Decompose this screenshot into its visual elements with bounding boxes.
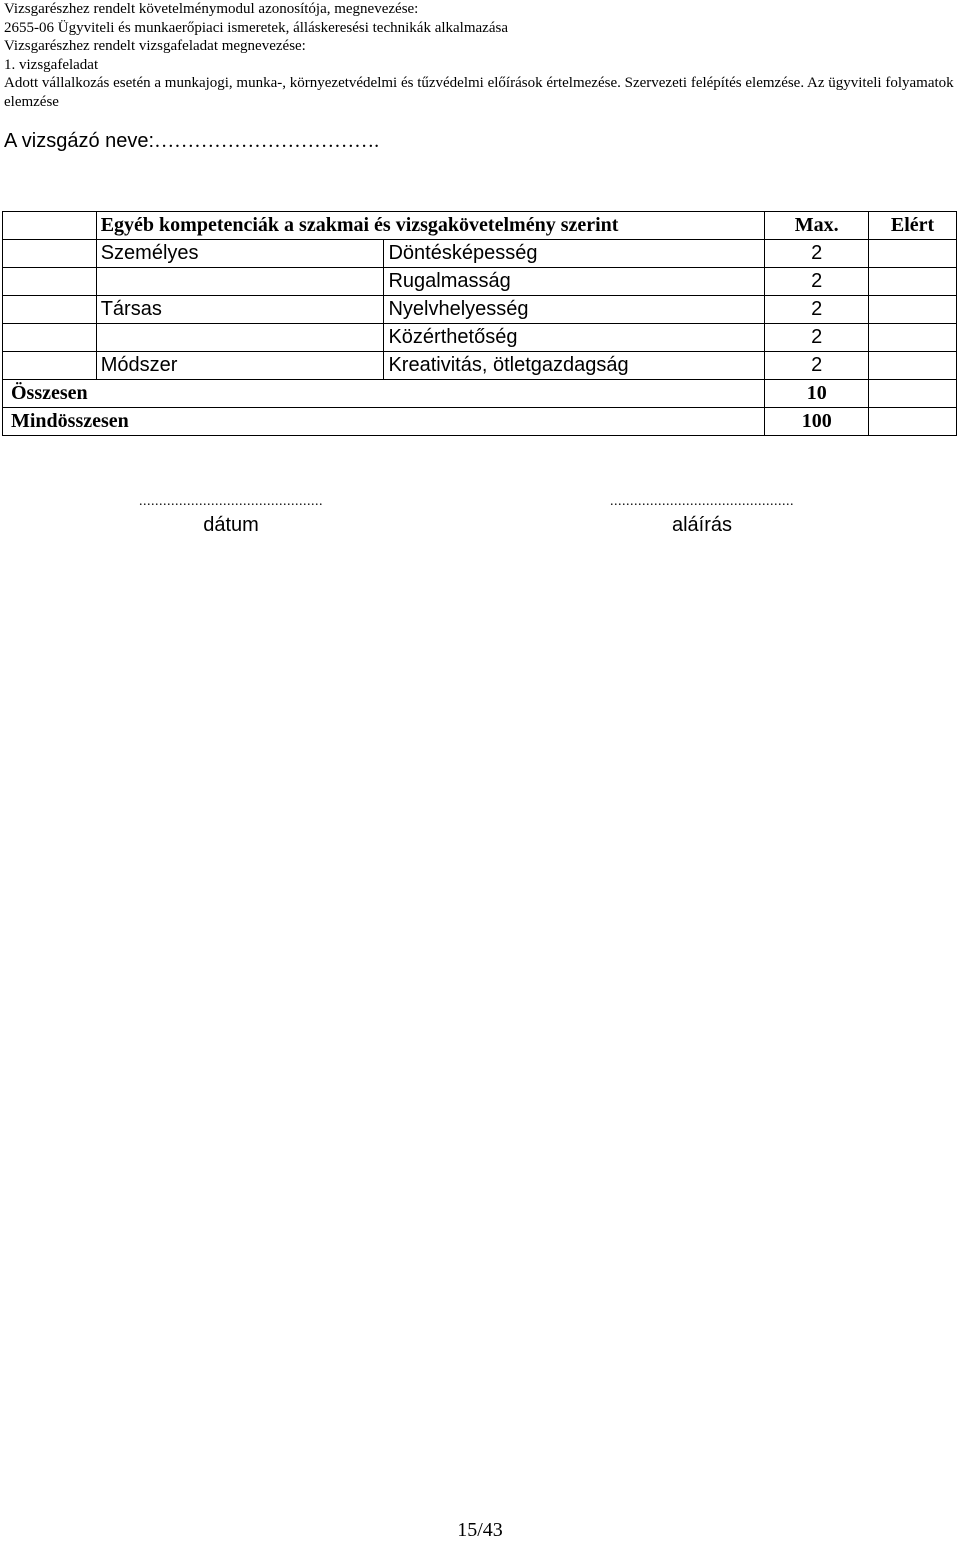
document-header [4, 0, 954, 111]
page-number: 15/43 [457, 1519, 503, 1541]
table-row [3, 268, 957, 296]
achieved-cell[interactable] [869, 352, 957, 380]
category-cell [96, 268, 384, 296]
candidate-name-field[interactable]: ……………………………. [154, 130, 380, 152]
category-cell: Módszer [96, 352, 384, 380]
skill-cell: Közérthetőség [384, 324, 765, 352]
category-cell: Személyes [96, 240, 384, 268]
candidate-name-line [4, 130, 379, 153]
category-cell: Társas [96, 296, 384, 324]
max-cell: 2 [765, 296, 869, 324]
max-header: Max. [765, 212, 869, 240]
task-description: Adott vállalkozás esetén a munkajogi, munka-, környezetvédelmi és tűzvédelmi előírások értelmezése. Szervezeti felépítés elemzése. Az ügyviteli folyamatok elemzése [4, 75, 954, 110]
date-label: dátum [203, 514, 259, 536]
total-max: 100 [765, 408, 869, 436]
total-row [3, 408, 957, 436]
total-achieved[interactable] [869, 408, 957, 436]
category-cell [96, 324, 384, 352]
achieved-cell[interactable] [869, 268, 957, 296]
skill-cell: Nyelvhelyesség [384, 296, 765, 324]
subtotal-max: 10 [765, 380, 869, 408]
skill-cell: Döntésképesség [384, 240, 765, 268]
table-row [3, 296, 957, 324]
table-header-row [3, 212, 957, 240]
achieved-cell[interactable] [869, 296, 957, 324]
table-row [3, 324, 957, 352]
table-row [3, 352, 957, 380]
subtotal-row [3, 380, 957, 408]
candidate-name-label: A vizsgázó neve: [4, 130, 155, 152]
skill-cell: Rugalmasság [384, 268, 765, 296]
max-cell: 2 [765, 240, 869, 268]
subtotal-achieved[interactable] [869, 380, 957, 408]
max-cell: 2 [765, 324, 869, 352]
achieved-cell[interactable] [869, 324, 957, 352]
signature-label: aláírás [671, 514, 733, 536]
table-title: Egyéb kompetenciák a szakmai és vizsgakövetelmény szerint [96, 212, 765, 240]
subtotal-label: Összesen [3, 380, 765, 408]
date-signature-block [81, 494, 381, 537]
achieved-cell[interactable] [869, 240, 957, 268]
achieved-header: Elért [869, 212, 957, 240]
date-field[interactable]: .............................................. [139, 494, 323, 509]
max-cell: 2 [765, 352, 869, 380]
competency-table [2, 211, 957, 436]
max-cell: 2 [765, 268, 869, 296]
task-number: 1. vizsgafeladat [4, 56, 99, 73]
table-row [3, 240, 957, 268]
signature-block [552, 494, 852, 537]
task-label: Vizsgarészhez rendelt vizsgafeladat megnevezése: [4, 38, 306, 54]
module-name: 2655-06 Ügyviteli és munkaerőpiaci ismeretek, álláskeresési technikák alkalmazása [4, 19, 508, 36]
total-label: Mindösszesen [3, 408, 765, 436]
skill-cell: Kreativitás, ötletgazdagság [384, 352, 765, 380]
signature-field[interactable]: .............................................. [610, 494, 794, 509]
module-label: Vizsgarészhez rendelt követelménymodul azonosítója, megnevezése: [4, 1, 419, 17]
